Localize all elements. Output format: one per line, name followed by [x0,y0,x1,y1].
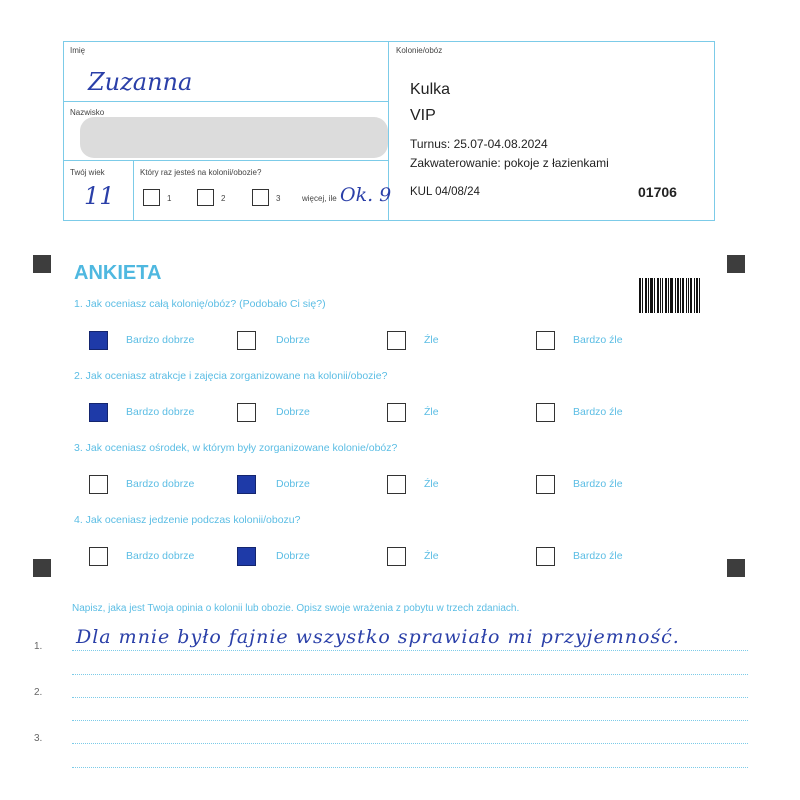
answer-line-1b[interactable] [72,674,748,675]
age-handwritten[interactable]: 11 [84,182,115,210]
question-4-option-label: Bardzo źle [573,550,623,562]
camp-name: Kulka [410,81,451,98]
question-2-option-label: Bardzo dobrze [126,406,195,418]
question-1-checkbox-3[interactable] [387,331,406,350]
question-4-checkbox-4[interactable] [536,547,555,566]
question-3-text: 3. Jak oceniasz ośrodek, w którym były zorganizowane kolonie/obóz? [74,442,398,454]
question-3-checkbox-1[interactable] [89,475,108,494]
line-number-1: 1. [34,641,43,652]
times-checkbox-1[interactable] [143,189,160,206]
question-4-checkbox-2[interactable] [237,547,256,566]
question-1-text: 1. Jak oceniasz całą kolonię/obóz? (Podobało Ci się?) [74,298,326,310]
question-4-option-label: Dobrze [276,550,310,562]
times-option-1: 1 [167,194,172,203]
question-3-checkbox-4[interactable] [536,475,555,494]
registration-mark-top-right [727,255,745,273]
question-2-option-label: Dobrze [276,406,310,418]
times-option-3: 3 [276,194,281,203]
question-3-option-label: Bardzo źle [573,478,623,490]
line-number-2: 2. [34,687,43,698]
question-4-text: 4. Jak oceniasz jedzenie podczas kolonii/obozu? [74,514,301,526]
name-label: Imię [70,46,86,55]
question-2-text: 2. Jak oceniasz atrakcje i zajęcia zorganizowane na kolonii/obozie? [74,370,388,382]
times-label: Który raz jesteś na kolonii/obozie? [140,168,262,177]
turnus-text: Turnus: 25.07-04.08.2024 [410,137,548,151]
question-4-option-label: Źle [424,550,439,562]
times-checkbox-3[interactable] [252,189,269,206]
name-handwritten[interactable]: Zuzanna [88,68,193,96]
times-checkbox-2[interactable] [197,189,214,206]
question-2-checkbox-4[interactable] [536,403,555,422]
times-option-2: 2 [221,194,226,203]
question-2-option-label: Bardzo źle [573,406,623,418]
camp-type: VIP [410,107,436,124]
line-number-3: 3. [34,733,43,744]
header-divider-surname [63,160,388,161]
question-3-option-label: Źle [424,478,439,490]
question-3-option-label: Bardzo dobrze [126,478,195,490]
camp-label: Kolonie/obóz [396,46,443,55]
registration-mark-top-left [33,255,51,273]
answer-line-1a[interactable] [72,650,748,651]
answer-line-3b[interactable] [72,767,748,768]
survey-title: ANKIETA [74,262,162,284]
header-divider-age [133,160,134,221]
header-divider-name [63,101,388,102]
registration-mark-bottom-left [33,559,51,577]
question-1-option-label: Bardzo źle [573,334,623,346]
accommodation-text: Zakwaterowanie: pokoje z łazienkami [410,156,609,170]
question-4-option-label: Bardzo dobrze [126,550,195,562]
question-1-option-label: Dobrze [276,334,310,346]
question-1-checkbox-1[interactable] [89,331,108,350]
more-handwritten[interactable]: Ok. 9 [340,184,392,206]
question-2-checkbox-3[interactable] [387,403,406,422]
barcode [639,278,702,313]
question-1-option-label: Bardzo dobrze [126,334,195,346]
opinion-answer-line-1[interactable]: Dla mnie było fajnie wszystko sprawiało mi przyjemność. [76,626,680,648]
question-1-option-label: Źle [424,334,439,346]
question-2-option-label: Źle [424,406,439,418]
question-2-checkbox-2[interactable] [237,403,256,422]
surname-label: Nazwisko [70,108,105,117]
registration-mark-bottom-right [727,559,745,577]
question-3-checkbox-3[interactable] [387,475,406,494]
more-label: więcej, ile [302,194,337,203]
answer-line-2a[interactable] [72,697,748,698]
question-4-checkbox-1[interactable] [89,547,108,566]
form-number: 01706 [638,184,677,200]
question-3-checkbox-2[interactable] [237,475,256,494]
answer-line-2b[interactable] [72,720,748,721]
surname-redacted-field[interactable] [80,117,388,158]
question-1-checkbox-4[interactable] [536,331,555,350]
question-4-checkbox-3[interactable] [387,547,406,566]
question-1-checkbox-2[interactable] [237,331,256,350]
answer-line-3a[interactable] [72,743,748,744]
opinion-prompt: Napisz, jaka jest Twoja opinia o kolonii lub obozie. Opisz swoje wrażenia z pobytu w trzech zdaniach. [72,603,520,614]
question-3-option-label: Dobrze [276,478,310,490]
age-label: Twój wiek [70,168,105,177]
camp-code: KUL 04/08/24 [410,186,480,198]
question-2-checkbox-1[interactable] [89,403,108,422]
